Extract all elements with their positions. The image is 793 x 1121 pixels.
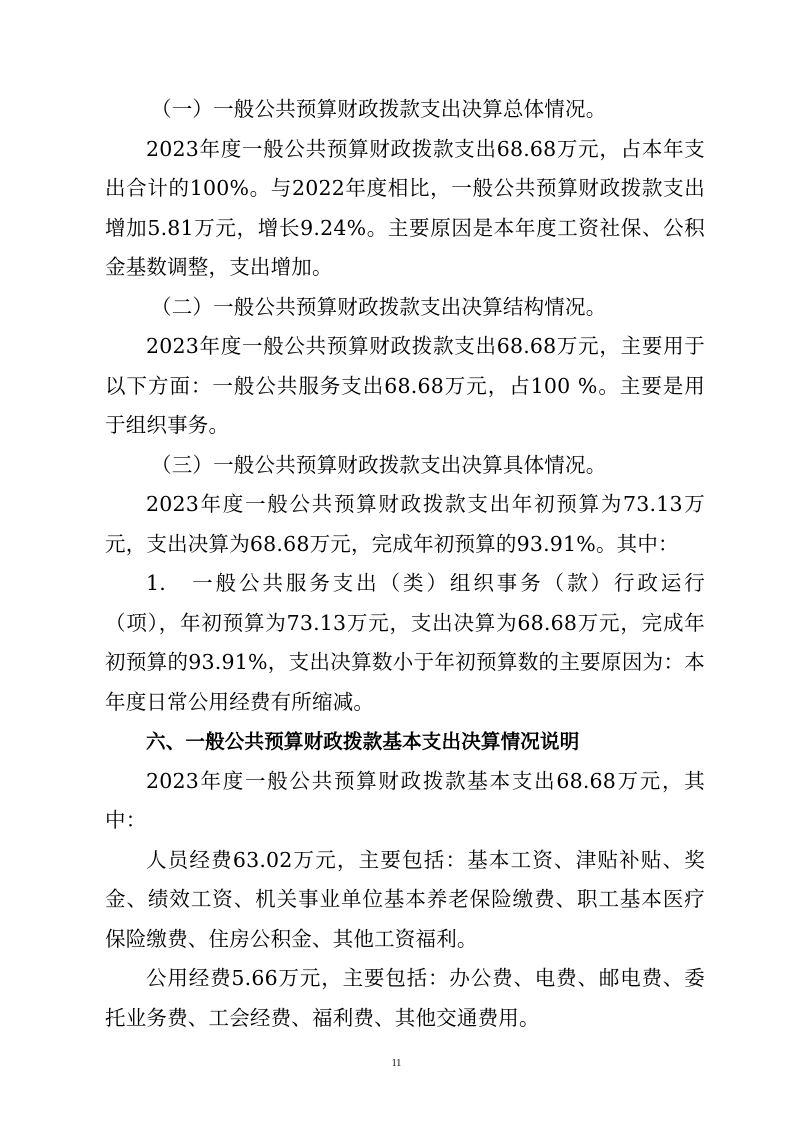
paragraph-personnel-expenses: 人员经费63.02万元，主要包括：基本工资、津贴补贴、奖金、绩效工资、机关事业单位基本养老保险缴费、职工基本医疗保险缴费、住房公积金、其他工资福利。 xyxy=(105,847,705,951)
paragraph-details: 2023年度一般公共预算财政拨款支出年初预算为73.13万元，支出决算为68.68万元，完成年初预算的93.91%。其中： xyxy=(105,492,705,556)
section-heading-basic-expenditure: 六、一般公共预算财政拨款基本支出决算情况说明 xyxy=(146,730,580,753)
paragraph-public-expenses: 公用经费5.66万元，主要包括：办公费、电费、邮电费、委托业务费、工会经费、福利费、其他交通费用。 xyxy=(105,966,705,1030)
subheading-general-overview: （一）一般公共预算财政拨款支出决算总体情况。 xyxy=(151,97,607,121)
paragraph-general-overview: 2023年度一般公共预算财政拨款支出68.68万元，占本年支出合计的100%。与2022年度相比，一般公共预算财政拨款支出增加5.81万元，增长9.24%。主要原因是本年度工资社保、公积金基数调整，支出增加。 xyxy=(105,136,705,279)
document-body xyxy=(105,90,705,1038)
subheading-details: （三）一般公共预算财政拨款支出决算具体情况。 xyxy=(151,452,607,477)
paragraph-item-1: 1. 一般公共服务支出（类）组织事务（款）行政运行（项），年初预算为73.13万元，支出决算为68.68万元，完成年初预算的93.91%，支出决算数小于年初预算数的主要原因为：本年度日常公用经费有所缩减。 xyxy=(105,571,705,714)
page-number: 11 xyxy=(391,1058,402,1069)
paragraph-structure: 2023年度一般公共预算财政拨款支出68.68万元，主要用于以下方面：一般公共服务支出68.68万元，占100 %。主要是用于组织事务。 xyxy=(105,334,705,437)
subheading-structure: （二）一般公共预算财政拨款支出决算结构情况。 xyxy=(151,294,607,319)
paragraph-basic-expenditure: 2023年度一般公共预算财政拨款基本支出68.68万元，其中： xyxy=(105,768,705,832)
